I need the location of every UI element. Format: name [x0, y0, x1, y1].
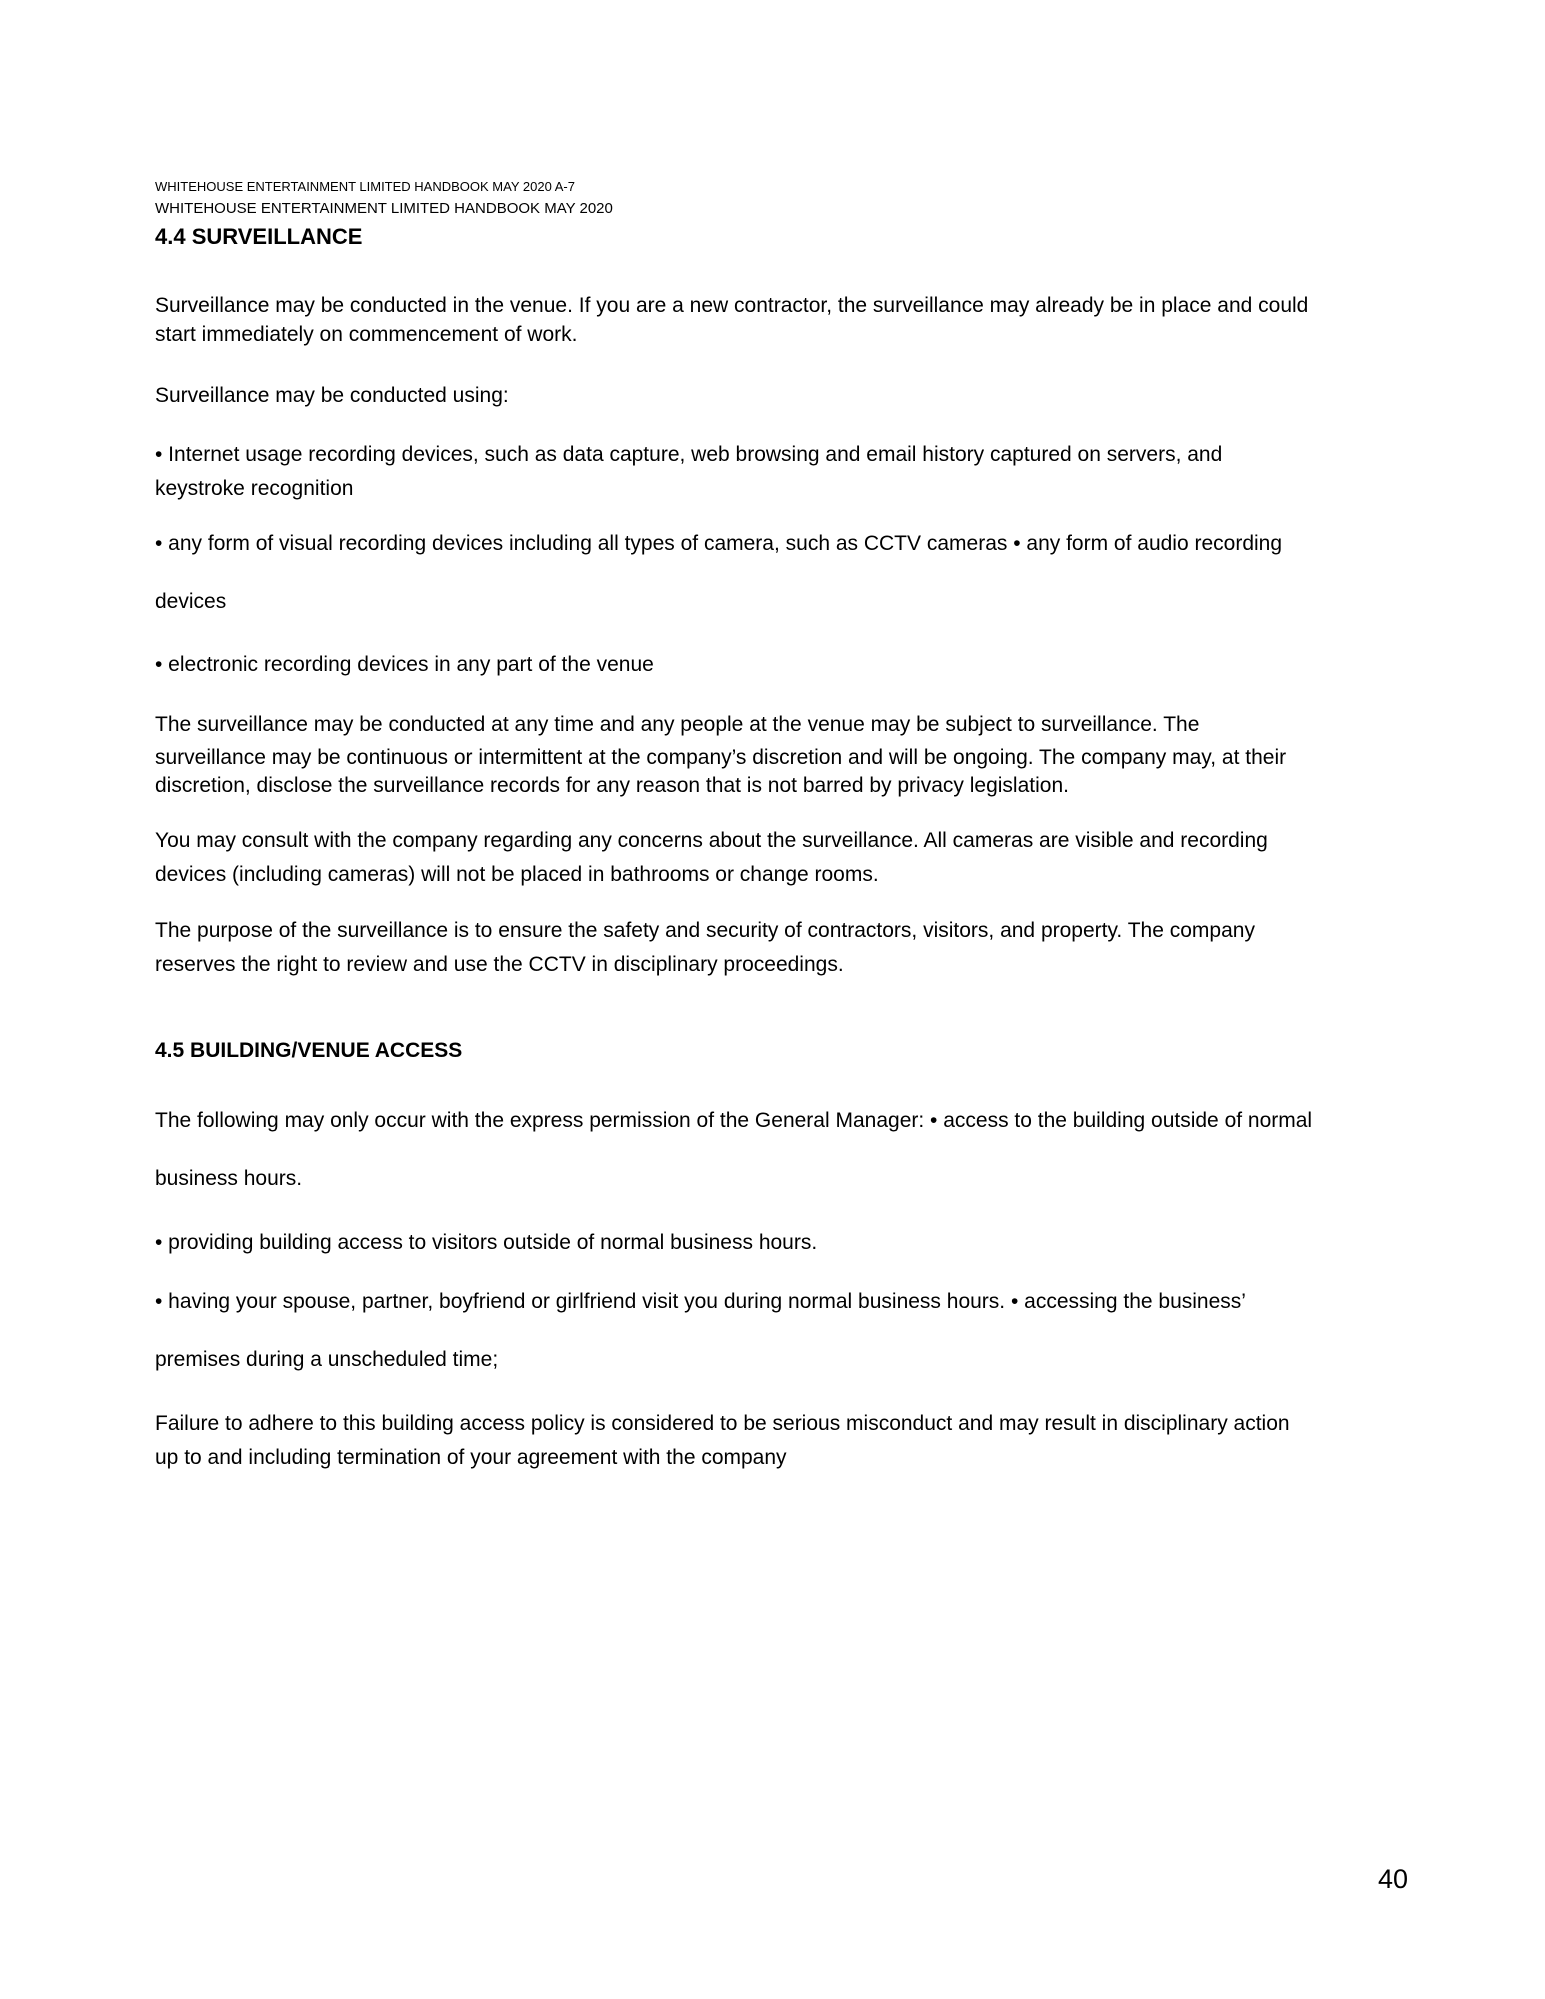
section-heading-surveillance: 4.4 SURVEILLANCE — [155, 224, 363, 249]
paragraph-line: start immediately on commencement of work. — [155, 323, 578, 346]
page-number: 40 — [1378, 1864, 1409, 1894]
paragraph-line: business hours. — [155, 1167, 303, 1190]
bullet-item: • having your spouse, partner, boyfriend or girlfriend visit you during normal business hours. • accessing the business’ — [155, 1290, 1246, 1313]
paragraph-line: The surveillance may be conducted at any time and any people at the venue may be subject to surveillance. The — [155, 713, 1200, 736]
paragraph-line: Surveillance may be conducted in the venue. If you are a new contractor, the surveillance may already be in place and could — [155, 294, 1309, 317]
paragraph-line: discretion, disclose the surveillance records for any reason that is not barred by privacy legislation. — [155, 774, 1069, 797]
paragraph-line: up to and including termination of your agreement with the company — [155, 1446, 787, 1469]
bullet-item-continuation: premises during a unscheduled time; — [155, 1348, 499, 1371]
bullet-item: • any form of visual recording devices including all types of camera, such as CCTV cameras • any form of audio recording — [155, 532, 1283, 555]
paragraph-line: Surveillance may be conducted using: — [155, 384, 509, 407]
paragraph-line: The purpose of the surveillance is to ensure the safety and security of contractors, visitors, and property. The company — [155, 919, 1255, 942]
bullet-item: • Internet usage recording devices, such as data capture, web browsing and email history captured on servers, and — [155, 443, 1223, 466]
section-heading-building-access: 4.5 BUILDING/VENUE ACCESS — [155, 1039, 463, 1062]
paragraph-line: surveillance may be continuous or intermittent at the company’s discretion and will be ongoing. The company may, at their — [155, 746, 1287, 769]
paragraph-line: devices (including cameras) will not be placed in bathrooms or change rooms. — [155, 863, 879, 886]
running-header-1: WHITEHOUSE ENTERTAINMENT LIMITED HANDBOOK MAY 2020 A-7 — [155, 179, 575, 194]
paragraph-line: reserves the right to review and use the CCTV in disciplinary proceedings. — [155, 953, 844, 976]
running-header-2: WHITEHOUSE ENTERTAINMENT LIMITED HANDBOOK MAY 2020 — [155, 200, 613, 217]
bullet-item-continuation: keystroke recognition — [155, 477, 354, 500]
bullet-item-continuation: devices — [155, 590, 227, 613]
bullet-item: • electronic recording devices in any part of the venue — [155, 653, 654, 676]
bullet-item: • providing building access to visitors outside of normal business hours. — [155, 1231, 818, 1254]
paragraph-line: The following may only occur with the express permission of the General Manager: • access to the building outside of normal — [155, 1109, 1313, 1132]
paragraph-line: You may consult with the company regarding any concerns about the surveillance. All cameras are visible and recording — [155, 829, 1268, 852]
paragraph-line: Failure to adhere to this building access policy is considered to be serious misconduct and may result in disciplinary action — [155, 1412, 1290, 1435]
